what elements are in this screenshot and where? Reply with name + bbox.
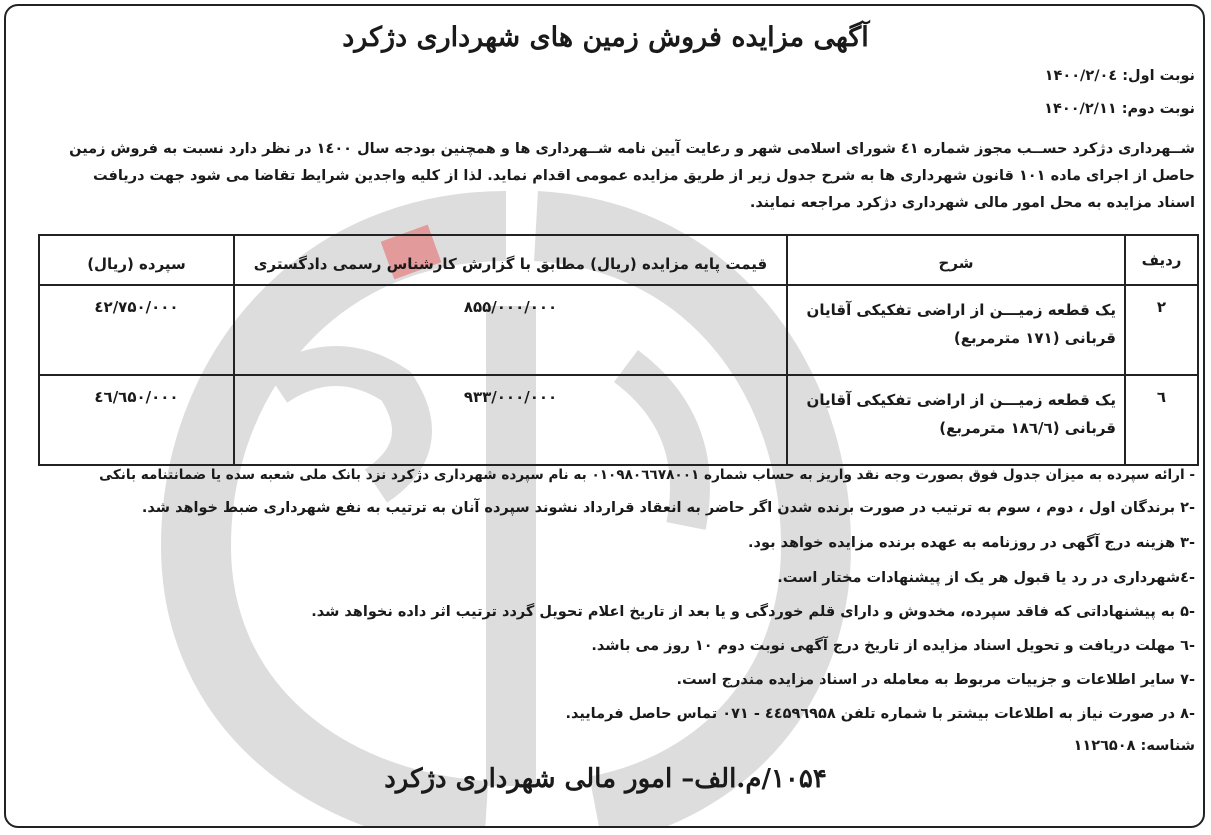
notice-title: آگهی مزایده فروش زمین های شهرداری دژکرد — [342, 22, 869, 53]
row-description — [787, 375, 1125, 465]
row-number: ۲ — [1125, 285, 1198, 375]
row-base-price: ۸۵۵/۰۰۰/۰۰۰ — [234, 285, 787, 375]
table-row — [39, 285, 1198, 375]
condition-item: -۳ هزینه درج آگهی در روزنامه به عهده برنده مزایده خواهد بود. — [748, 535, 1195, 551]
row-deposit: ٤۲/۷۵۰/۰۰۰ — [39, 285, 234, 375]
condition-item: - ارائه سپرده به میزان جدول فوق بصورت وجه نقد واریز به حساب شماره ۰۱۰۹۸۰٦٦۷۸۰۰۱ به نام سپرده شهرداری دژکرد نزد بانک ملی شعبه سده یا ضمانتنامه بانکی — [99, 467, 1195, 483]
table-row — [39, 375, 1198, 465]
intro-paragraph — [14, 136, 1195, 217]
condition-item: -٦ مهلت دریافت و تحویل اسناد مزایده از تاریخ درج آگهی نوبت دوم ۱۰ روز می باشد. — [591, 638, 1195, 654]
row-description — [787, 285, 1125, 375]
row-base-price: ۹۳۳/۰۰۰/۰۰۰ — [234, 375, 787, 465]
notice-id: شناسه: ۱۱۲٦۵۰۸ — [1073, 738, 1195, 754]
row-description-line: قربانی (۱۸٦/٦ مترمربع) — [939, 419, 1116, 437]
header-deposit: سپرده (ریال) — [39, 235, 234, 285]
condition-item: -٤شهرداری در رد یا قبول هر یک از پیشنهادات مختار است. — [777, 570, 1195, 586]
row-deposit: ٤٦/٦۵۰/۰۰۰ — [39, 375, 234, 465]
row-number: ٦ — [1125, 375, 1198, 465]
header-base-price: قیمت پایه مزایده (ریال) مطابق با گزارش کارشناس رسمی دادگستری — [234, 235, 787, 285]
condition-item: -۸ در صورت نیاز به اطلاعات بیشتر با شماره تلفن ٤٤۵۹٦۹۵۸ - ۰۷۱ تماس حاصل فرمایید. — [565, 706, 1195, 722]
condition-item: -۲ برندگان اول ، دوم ، سوم به ترتیب در صورت برنده شدن اگر حاضر به انعقاد قرارداد نشوند سپرده آنان به ترتیب به نفع شهرداری ضبط خواهد شد. — [141, 500, 1195, 516]
intro-line: اسناد مزایده به محل امور مالی شهرداری دژکرد مراجعه نمایند. — [749, 195, 1195, 211]
header-description: شرح — [787, 235, 1125, 285]
intro-line: حاصل از اجرای ماده ۱۰۱ قانون شهرداری ها به شرح جدول زیر از طریق مزایده عمومی اقدام نماید. لذا از کلیه واجدین شرایط تقاضا می شود جهت دریافت — [92, 168, 1195, 184]
row-description-line: یک قطعه زمیـــن از اراضی تفکیکی آقایان — [806, 301, 1116, 319]
header-row-no: ردیف — [1125, 235, 1198, 285]
row-description-line: قربانی (۱۷۱ مترمربع) — [953, 329, 1116, 347]
row-description-line: یک قطعه زمیـــن از اراضی تفکیکی آقایان — [806, 391, 1116, 409]
intro-line: شــهرداری دژکرد حســب مجوز شماره ٤۱ شورای اسلامی شهر و رعایت آیین نامه شــهرداری ها و همچنین بودجه سال ۱٤۰۰ در نظر دارد نسبت به فروش زمین — [69, 141, 1195, 157]
second-turn-date: نوبت دوم: ۱۴۰۰/۲/۱۱ — [1044, 101, 1195, 117]
condition-item: -۵ به پیشنهاداتی که فاقد سپرده، مخدوش و دارای قلم خوردگی و یا بعد از تاریخ اعلام تحویل گردد ترتیب اثر داده نخواهد شد. — [311, 604, 1195, 620]
table-header-row — [39, 235, 1198, 285]
footer-signature: ۱۰۵۴/م.الف– امور مالی شهرداری دژکرد — [384, 764, 827, 794]
first-turn-date: نوبت اول: ۱۴۰۰/۲/۰٤ — [1044, 68, 1195, 84]
condition-item: -۷ سایر اطلاعات و جزییات مربوط به معامله در اسناد مزایده مندرج است. — [676, 672, 1195, 688]
auction-table — [38, 234, 1199, 466]
